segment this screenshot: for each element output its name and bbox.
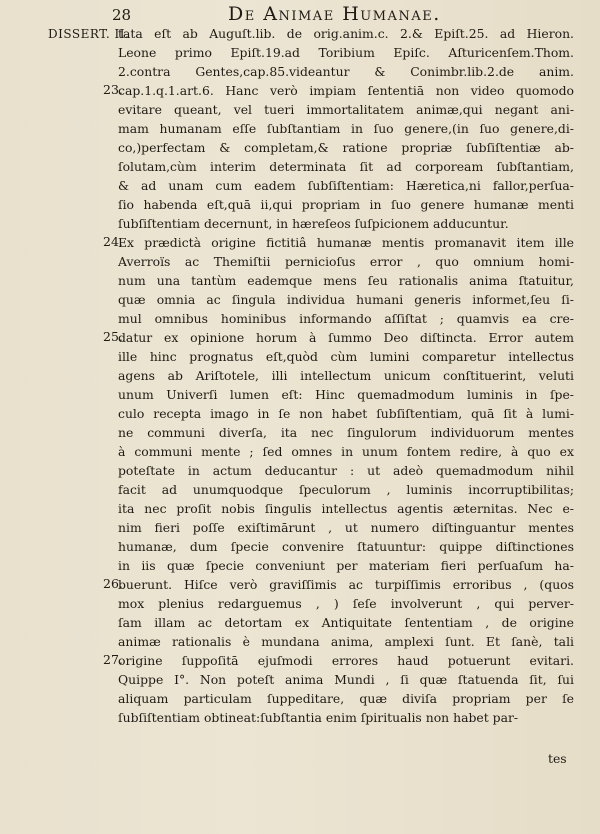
text-line: ſio habenda eſt,quā ii,qui propriam in ſuo genere humanæ menti bbox=[118, 197, 574, 212]
text-line: tata eſt ab Auguſt.lib. de orig.anim.c. 2.& Epiſt.25. ad Hieron. bbox=[118, 26, 574, 41]
catchword: tes bbox=[548, 751, 567, 766]
text-line: facit ad unumquodque ſpeculorum , luminis incorruptibilitas; bbox=[118, 482, 574, 497]
text-line: Averroïs ac Themiſtii pernicioſus error , quo omnium homi- bbox=[118, 254, 574, 269]
running-head: De Animae Humanae. bbox=[228, 3, 441, 25]
text-line: ſam illam ac detortam ex Antiquitate ſententiam , de origine bbox=[118, 615, 574, 630]
folio-number: 28 bbox=[112, 6, 132, 24]
margin-number: 25. bbox=[103, 329, 123, 344]
text-line: evitare queant, vel tueri immortalitatem animæ,qui negant ani- bbox=[118, 102, 574, 117]
text-line: culo recepta imago in ſe non habet ſubſiſtentiam, quā ſit à lumi- bbox=[118, 406, 574, 421]
text-line: mox plenius redarguemus , ) ſeſe involverunt , qui perver- bbox=[118, 596, 574, 611]
text-line: co,)perfectam & completam,& ratione propriæ ſubſiſtentiæ ab- bbox=[118, 140, 574, 155]
text-line: aliquam particulam ſuppeditare, quæ diviſa propriam per ſe bbox=[118, 691, 574, 706]
text-line: ſubſiſtentiam decernunt, in hæreſeos ſuſpicionem adducuntur. bbox=[118, 216, 509, 231]
text-line: origine ſuppoſitā ejuſmodi errores haud potuerunt evitari. bbox=[118, 653, 574, 668]
text-line: num una tantùm eademque mens ſeu rationalis anima ſtatuitur, bbox=[118, 273, 574, 288]
text-line: ſolutam,cùm interim determinata ſit ad corpoream ſubſtantiam, bbox=[118, 159, 574, 174]
text-line: poteſtate in actum deducantur : ut adeò quemadmodum nihil bbox=[118, 463, 574, 478]
text-line: humanæ, dum ſpecie convenire ſtatuuntur: quippe diſtinctiones bbox=[118, 539, 574, 554]
text-line: & ad unam cum eadem ſubſiſtentiam: Hæretica,ni fallor,perſua- bbox=[118, 178, 574, 193]
text-line: quæ omnia ac ſingula individua humani generis informet,ſeu ſi- bbox=[118, 292, 574, 307]
text-line: Ex prædictà origine fictitiâ humanæ mentis promanavit item ille bbox=[118, 235, 574, 250]
margin-number: 26. bbox=[103, 576, 123, 591]
text-line: ille hinc prognatus eſt,quòd cùm lumini comparetur intellectus bbox=[118, 349, 574, 364]
text-line: unum Univerſi lumen eſt: Hinc quemadmodum luminis in ſpe- bbox=[118, 387, 574, 402]
margin-number: 23. bbox=[103, 82, 123, 97]
margin-number: 27. bbox=[103, 652, 123, 667]
text-line: ita nec proſit nobis ſingulis intellectus agentis æternitas. Nec e- bbox=[118, 501, 574, 516]
text-line: nim fieri poſſe exiſtimārunt , ut numero diſtinguantur mentes bbox=[118, 520, 574, 535]
text-line: à communi mente ; ſed omnes in unum fontem redire, à quo ex bbox=[118, 444, 574, 459]
text-line: cap.1.q.1.art.6. Hanc verò impiam ſententiā non video quomodo bbox=[118, 83, 574, 98]
text-line: mam humanam eſſe ſubſtantiam in ſuo genere,(in ſuo genere,di- bbox=[118, 121, 574, 136]
text-line: mul omnibus hominibus informando aſſiſtat ; quamvis ea cre- bbox=[118, 311, 574, 326]
text-line: Quippe I°. Non poteſt anima Mundi , ſi quæ ſtatuenda ſit, ſui bbox=[118, 672, 574, 687]
side-label: DISSERT. II. bbox=[48, 27, 130, 41]
text-line: ſubſiſtentiam obtineat:ſubſtantia enim ſpiritualis non habet par- bbox=[118, 710, 519, 725]
text-line: datur ex opinione horum à ſummo Deo diſtincta. Error autem bbox=[118, 330, 574, 345]
text-line: agens ab Ariſtotele, illi intellectum unicum conſtituerint, veluti bbox=[118, 368, 574, 383]
margin-number: 24. bbox=[103, 234, 123, 249]
text-line: 2.contra Gentes,cap.85.videantur & Conimbr.lib.2.de anim. bbox=[118, 64, 574, 79]
text-line: animæ rationalis è mundana anima, amplexi ſunt. Et ſanè, tali bbox=[118, 634, 574, 649]
text-line: ne communi diverſa, ita nec ſingulorum individuorum mentes bbox=[118, 425, 574, 440]
text-line: buerunt. Hiſce verò graviſſimis ac turpiſſimis erroribus , (quos bbox=[118, 577, 574, 592]
text-line: in iis quæ ſpecie conveniunt per materiam fieri perſuaſum ha- bbox=[118, 558, 574, 573]
text-line: Leone primo Epiſt.19.ad Toribium Epiſc. Aſturicenſem.Thom. bbox=[118, 45, 574, 60]
